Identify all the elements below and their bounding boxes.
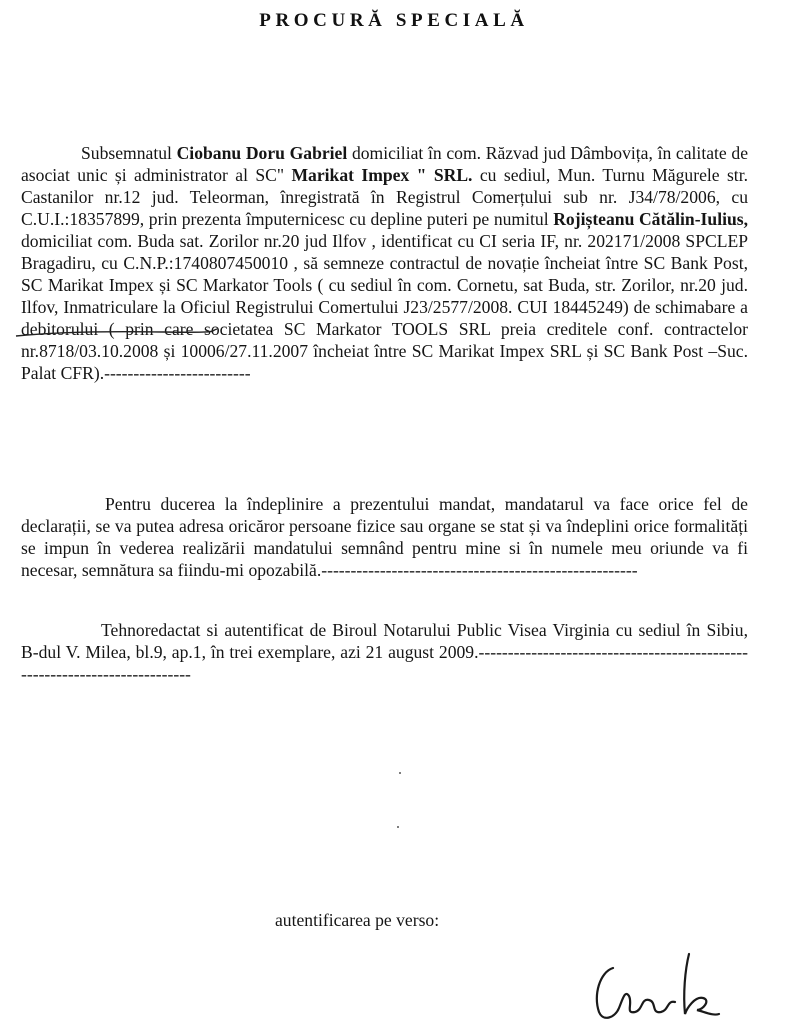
principal-name: Ciobanu Doru Gabriel — [176, 143, 348, 163]
document-title: PROCURĂ SPECIALĂ — [259, 10, 529, 31]
company-name: Marikat Impex " SRL. — [291, 165, 473, 185]
text-segment: Subsemnatul — [81, 143, 177, 163]
text-segment: domiciliat în com. Răzvad jud Dâmbovița, în calitate de asociat unic și administrator al SC" — [21, 143, 749, 185]
agent-name: Rojișteanu Cătălin-Iulius, — [553, 209, 748, 229]
paragraph-notary: Tehnoredactat si autentificat de Biroul Notarului Public Visea Virginia cu sediul în Sibiu, B-dul V. Milea, bl.9, ap.1, în trei exemplare, azi 21 august 2009.--------------------------------------------------------------------------- — [21, 620, 748, 684]
verso-note: autentificarea pe verso: — [275, 910, 440, 930]
text-segment: domiciliat com. Buda sat. Zorilor nr.20 jud Ilfov , identificat cu CI seria IF, nr. 202171/2008 SPCLEP Bragadiru, cu C.N.P.:1740807450010 , să semneze contractul de novație încheiat între SC Bank Post, SC Marikat Impex și SC Markator Tools ( cu sediul în com. Cornetu, sat Buda, str. Zorilor, nr.20 jud. Ilfov, Inmatriculare la Oficiul Registrului Comertului J23/2577/2008. CUI 18445249) de schimabare a debitorului ( prin care societatea SC Markator TOOLS SRL preia creditele conf. contractelor nr.8718/03.10.2008 și 10006/27.11.2007 încheiat între SC Marikat Impex SRL și SC Bank Post –Suc. Palat CFR).------------------------- — [21, 231, 748, 383]
handwritten-signature — [585, 950, 725, 1025]
paragraph-powers: Pentru ducerea la îndeplinire a prezentului mandat, mandatarul va face orice fel de declarații, se va putea adresa oricăror persoane fizice sau organe se stat și va îndeplini orice formalități se impun în vederea realizării mandatului semnând pentru mine si în numele meu oriunde va fi necesar, semnătura sa fiindu-mi opozabilă.------------------------------------------------------ — [21, 494, 748, 580]
scan-speck — [397, 826, 399, 828]
text-segment: cu sediul, Mun. Turnu Măgurele str. Castanilor nr.12 jud. Teleorman, înregistrată în Registrul Comerțului sub nr. J34/78/2006, cu C.U.I.:18357899, prin prezenta împuternicesc cu depline puteri pe numitul — [21, 165, 748, 229]
paragraph-mandate — [21, 142, 748, 384]
scan-speck — [399, 772, 401, 774]
